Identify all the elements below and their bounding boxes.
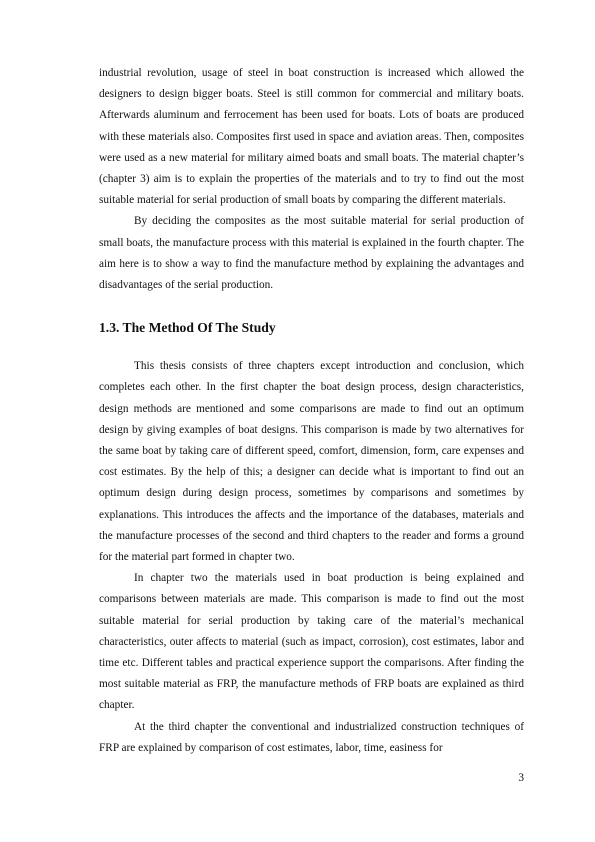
body-paragraph: This thesis consists of three chapters except introduction and conclusion, which completes each other. In the first chapter the boat design process, design characteristics, design methods are mentioned and some comparisons are made to find out an optimum design by giving examples of boat designs. This comparison is made by two alternatives for the same boat by taking care of different speed, comfort, dimension, form, care expenses and cost estimates. By the help of this; a designer can decide what is important to find out an optimum design during design process, sometimes by comparisons and sometimes by explanations. This introduces the affects and the importance of the databases, materials and the manufacture processes of the second and third chapters to the reader and forms a ground for the material part formed in chapter two.: [99, 360, 524, 564]
page-number: 3: [518, 772, 524, 784]
section-heading: 1.3. The Method Of The Study: [99, 320, 276, 336]
document-page: [99, 63, 524, 759]
body-paragraph: industrial revolution, usage of steel in boat construction is increased which allowed the designers to design bigger boats. Steel is still common for commercial and military boats. Afterwards aluminum and ferrocement has been used for boats. Lots of boats are produced with these materials also. Composites first used in space and aviation areas. Then, composites were used as a new material for military aimed boats and small boats. The material chapter’s (chapter 3) aim is to explain the properties of the materials and to try to find out the most suitable material for serial production of small boats by comparing the different materials.: [99, 67, 524, 207]
body-paragraph: In chapter two the materials used in boat production is being explained and comparisons between materials are made. This comparison is made to find out the most suitable material for serial production by taking care of the material’s mechanical characteristics, outer affects to material (such as impact, corrosion), cost estimates, labor and time etc. Different tables and practical experience support the comparisons. After finding the most suitable material as FRP, the manufacture methods of FRP boats are explained as third chapter.: [99, 572, 524, 712]
body-paragraph: At the third chapter the conventional and industrialized construction techniques of FRP are explained by comparison of cost estimates, labor, time, easiness for: [99, 720, 524, 754]
body-paragraph: By deciding the composites as the most suitable material for serial production of small boats, the manufacture process with this material is explained in the fourth chapter. The aim here is to show a way to find the manufacture method by explaining the advantages and disadvantages of the serial production.: [99, 215, 524, 292]
